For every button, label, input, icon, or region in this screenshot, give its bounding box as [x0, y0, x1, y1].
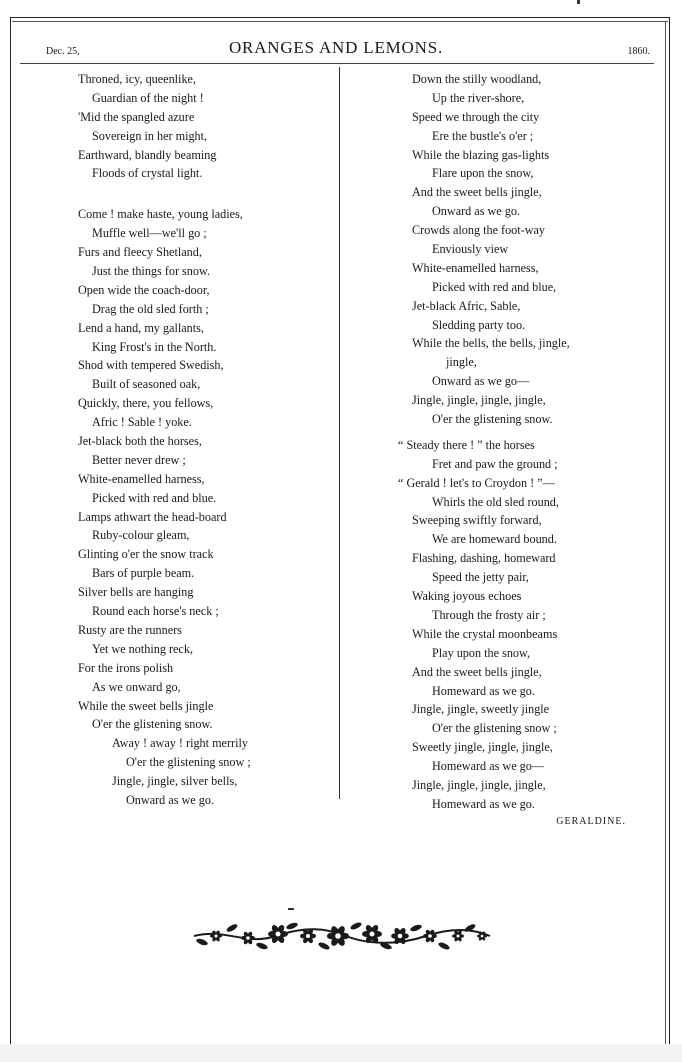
- poem-line: Play upon the snow,: [432, 645, 531, 660]
- poem-line: Just the things for snow.: [92, 264, 211, 279]
- poem-line: Yet we nothing reck,: [92, 641, 193, 656]
- floral-vine-ornament-icon: [186, 906, 496, 962]
- poem-line: “ Steady there ! ” the horses: [398, 437, 535, 452]
- poem-line: And the sweet bells jingle,: [412, 664, 542, 679]
- poem-line: Sweeping swiftly forward,: [412, 513, 542, 528]
- frame-top-rule: [10, 17, 670, 18]
- poem-line: We are homeward bound.: [432, 532, 557, 547]
- author-signature: GERALDINE.: [556, 816, 626, 827]
- poem-line: Lamps athwart the head-board: [78, 509, 227, 524]
- poem-line: Waking joyous echoes: [412, 589, 522, 604]
- poem-line: Bars of purple beam.: [92, 566, 195, 581]
- poem-line: Speed the jetty pair,: [432, 570, 529, 585]
- poem-line: Flare upon the snow,: [432, 166, 534, 181]
- poem-line: Jingle, jingle, jingle, jingle,: [412, 393, 546, 408]
- poem-line: While the crystal moonbeams: [412, 626, 558, 641]
- poem-line: While the sweet bells jingle: [78, 698, 214, 713]
- poem-line: Jet-black both the horses,: [78, 434, 202, 449]
- poem-line: Quickly, there, you fellows,: [78, 396, 214, 411]
- poem-line: Open wide the coach-door,: [78, 282, 210, 297]
- poem-line: As we onward go,: [92, 679, 181, 694]
- poem-line: While the blazing gas-lights: [412, 147, 550, 162]
- poem-line: Through the frosty air ;: [432, 607, 546, 622]
- poem-line: Built of seasoned oak,: [92, 377, 201, 392]
- page-title: ORANGES AND LEMONS.: [228, 38, 444, 57]
- poem-line: Sovereign in her might,: [92, 128, 208, 143]
- poem-line: O'er the glistening snow.: [432, 412, 553, 427]
- header-date: Dec. 25,: [46, 46, 80, 57]
- poem-line: Sweetly jingle, jingle, jingle,: [412, 740, 553, 755]
- poem-line: Lend a hand, my gallants,: [78, 320, 204, 335]
- poem-line: Picked with red and blue.: [92, 490, 217, 505]
- poem-line: “ Gerald ! let's to Croydon ! ”—: [398, 475, 555, 490]
- poem-right-column: [398, 70, 648, 814]
- page-header: [20, 38, 652, 62]
- poem-line: Homeward as we go.: [432, 796, 535, 811]
- poem-line: O'er the glistening snow.: [92, 717, 213, 732]
- poem-line: Guardian of the night !: [92, 90, 204, 105]
- poem-line: Round each horse's neck ;: [92, 604, 219, 619]
- frame-right-inner-rule: [665, 21, 666, 1062]
- header-year: 1860.: [627, 46, 650, 57]
- poem-line: Picked with red and blue,: [432, 279, 557, 294]
- poem-line: Jingle, jingle, jingle, jingle,: [412, 777, 546, 792]
- column-divider: [339, 67, 340, 799]
- poem-line: King Frost's in the North.: [92, 339, 217, 354]
- poem-line: Earthward, blandly beaming: [78, 147, 217, 162]
- poem-line: White-enamelled harness,: [412, 260, 539, 275]
- poem-line: Afric ! Sable ! yoke.: [92, 415, 192, 430]
- poem-line: And the sweet bells jingle,: [412, 185, 542, 200]
- poem-line: For the irons polish: [78, 660, 174, 675]
- poem-line: Glinting o'er the snow track: [78, 547, 214, 562]
- poem-line: Enviously view: [432, 242, 509, 257]
- stanza-break: [78, 183, 333, 205]
- poem-line: Jet-black Afric, Sable,: [412, 298, 521, 313]
- poem-line: Flashing, dashing, homeward: [412, 551, 556, 566]
- poem-line: O'er the glistening snow ;: [126, 755, 251, 770]
- poem-line: Muffle well—we'll go ;: [92, 226, 207, 241]
- poem-line: While the bells, the bells, jingle,: [412, 336, 570, 351]
- poem-line: O'er the glistening snow ;: [432, 721, 557, 736]
- stanza-break: [398, 429, 648, 436]
- poem-line: Come ! make haste, young ladies,: [78, 207, 243, 222]
- poem-line: Better never drew ;: [92, 452, 186, 467]
- poem-line: Floods of crystal light.: [92, 166, 203, 181]
- poem-line: Rusty are the runners: [78, 622, 182, 637]
- poem-left-column: [78, 70, 333, 810]
- frame-left-rule: [10, 17, 11, 1048]
- poem-line: Fret and paw the ground ;: [432, 456, 558, 471]
- poem-line: Ruby-colour gleam,: [92, 528, 190, 543]
- poem-line: Up the river-shore,: [432, 90, 525, 105]
- poem-line: Speed we through the city: [412, 109, 540, 124]
- poem-line: Homeward as we go.: [432, 683, 535, 698]
- poem-line: Sledding party too.: [432, 317, 526, 332]
- frame-top-inner-rule: [12, 21, 668, 22]
- poem-line: jingle,: [446, 355, 477, 370]
- poem-line: Silver bells are hanging: [78, 585, 194, 600]
- page-bottom-strip: [0, 1044, 682, 1062]
- poem-line: Ere the bustle's o'er ;: [432, 128, 534, 143]
- poem-line: Throned, icy, queenlike,: [78, 72, 196, 86]
- poem-line: Away ! away ! right merrily: [112, 736, 248, 751]
- poem-line: Jingle, jingle, sweetly jingle: [412, 702, 550, 717]
- poem-line: Onward as we go.: [126, 792, 214, 807]
- poem-line: Furs and fleecy Shetland,: [78, 245, 202, 260]
- header-rule: [20, 63, 654, 64]
- poem-line: White-enamelled harness,: [78, 471, 205, 486]
- poem-line: Whirls the old sled round,: [432, 494, 559, 509]
- poem-line: Jingle, jingle, silver bells,: [112, 774, 238, 789]
- poem-line: Drag the old sled forth ;: [92, 301, 209, 316]
- poem-line: Onward as we go.: [432, 204, 520, 219]
- poem-line: 'Mid the spangled azure: [78, 109, 195, 124]
- poem-line: Shod with tempered Swedish,: [78, 358, 224, 373]
- poem-line: Onward as we go—: [432, 374, 530, 389]
- frame-right-rule: [669, 17, 670, 1062]
- print-mark: [577, 0, 580, 4]
- poem-line: Crowds along the foot-way: [412, 223, 546, 238]
- poem-line: Down the stilly woodland,: [412, 72, 542, 86]
- poem-line: Homeward as we go—: [432, 759, 545, 774]
